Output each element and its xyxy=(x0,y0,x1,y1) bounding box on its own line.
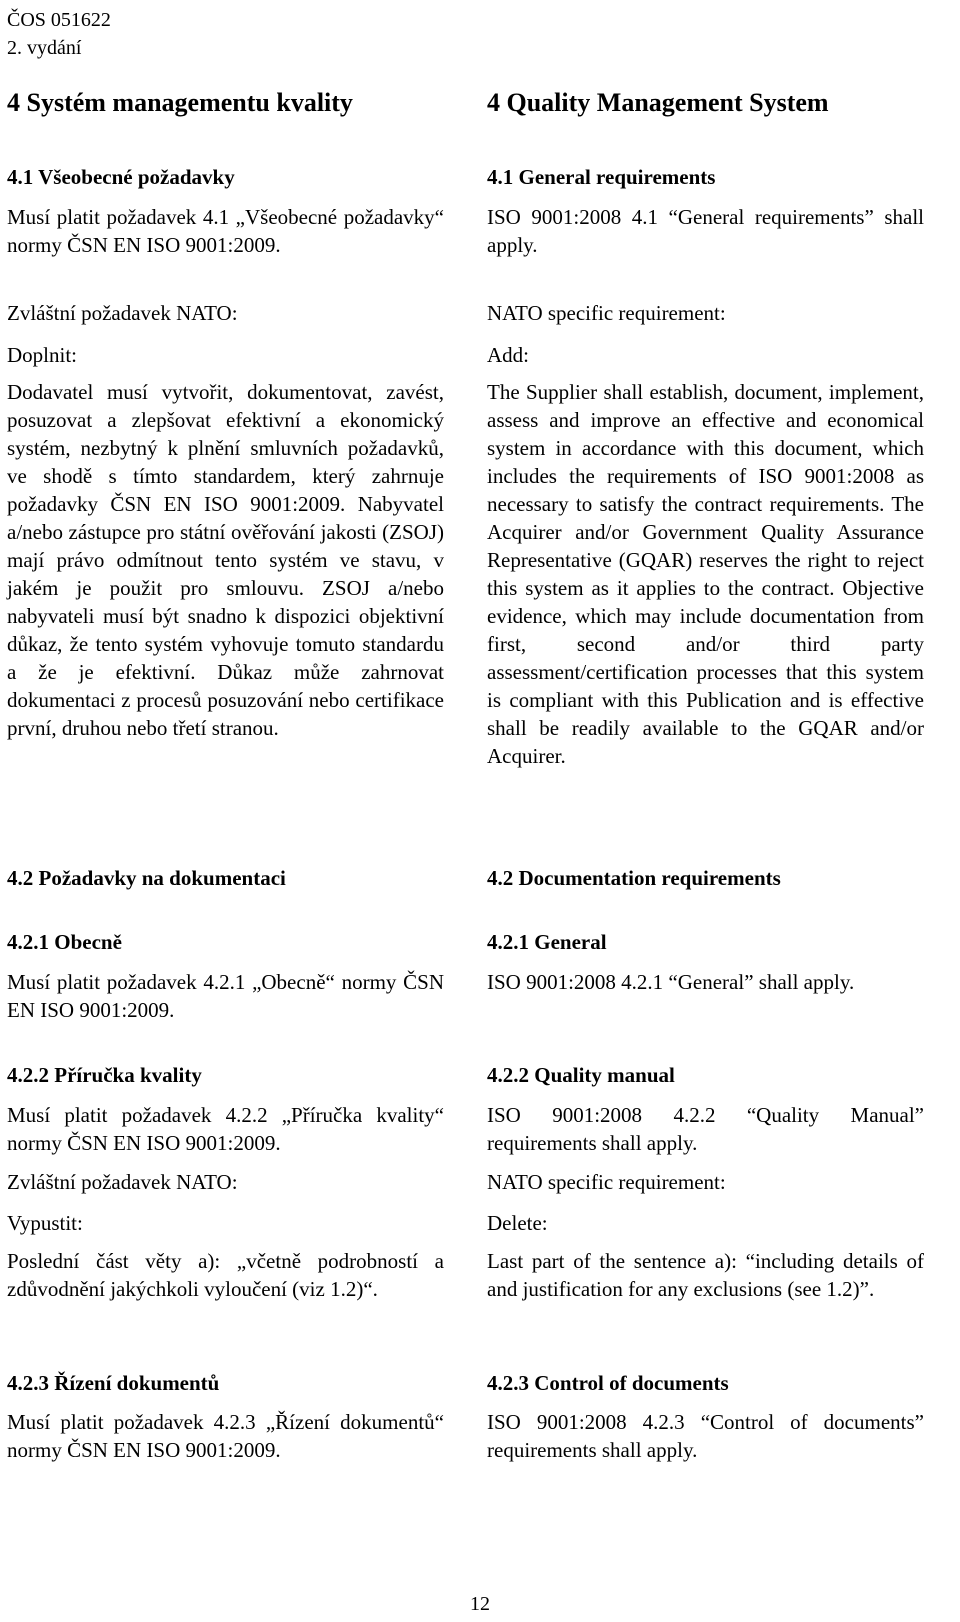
section-4-2-1-title-cz: 4.2.1 Obecně xyxy=(7,930,122,954)
standard-id: ČOS 051622 xyxy=(7,9,111,31)
chapter-title-en: 4 Quality Management System xyxy=(487,88,829,117)
nato-requirement-label-cz: Zvláštní požadavek NATO: xyxy=(7,301,238,325)
section-4-2-title-en: 4.2 Documentation requirements xyxy=(487,866,781,890)
add-label-en: Add: xyxy=(487,343,529,367)
add-label-cz: Doplnit: xyxy=(7,343,78,367)
section-4-1-text-cz: Musí platit požadavek 4.1 „Všeobecné požadavky“ normy ČSN EN ISO 9001:2009. xyxy=(7,205,444,257)
section-4-1-nato-text-en: The Supplier shall establish, document, implement, assess and improve an effective and economical system in accordance with this document, which includes the requirements of ISO 9001:2008 as necessary to satisfy the contract requirements. The Acquirer and/or Government Quality Assurance Representative (GQAR) reserves the right to reject this system as it applies to the contract. Objective evidence, which may include documentation from first, second and/or third party assessment/certification processes that this system is compliant with this Publication and is effective shall be readily available to the GQAR and/or Acquirer. xyxy=(487,380,924,768)
page-number: 12 xyxy=(470,1593,490,1615)
section-4-2-2-text-cz: Musí platit požadavek 4.2.2 „Příručka kvality“ normy ČSN EN ISO 9001:2009. xyxy=(7,1103,444,1155)
section-4-2-3-text-cz: Musí platit požadavek 4.2.3 „Řízení dokumentů“ normy ČSN EN ISO 9001:2009. xyxy=(7,1410,444,1462)
section-4-2-2-title-en: 4.2.2 Quality manual xyxy=(487,1063,675,1087)
delete-label-en: Delete: xyxy=(487,1211,548,1235)
section-4-2-2-nato-text-en: Last part of the sentence a): “including details of and justification for any exclusions (see 1.2)”. xyxy=(487,1249,924,1301)
section-4-2-3-title-en: 4.2.3 Control of documents xyxy=(487,1371,729,1395)
section-4-1-title-cz: 4.1 Všeobecné požadavky xyxy=(7,165,235,189)
section-4-2-2-nato-text-cz: Poslední část věty a): „včetně podrobností a zdůvodnění jakýchkoli vyloučení (viz 1.2)“. xyxy=(7,1249,444,1301)
section-4-2-1-title-en: 4.2.1 General xyxy=(487,930,607,954)
section-4-1-text-en: ISO 9001:2008 4.1 “General requirements” shall apply. xyxy=(487,205,924,257)
nato-requirement-label-en: NATO specific requirement: xyxy=(487,301,726,325)
section-4-2-1-text-en: ISO 9001:2008 4.2.1 “General” shall apply. xyxy=(487,970,855,994)
section-4-2-3-title-cz: 4.2.3 Řízení dokumentů xyxy=(7,1371,220,1395)
chapter-title-cz: 4 Systém managementu kvality xyxy=(7,88,353,117)
document-header xyxy=(7,6,111,62)
section-4-2-1-text-cz: Musí platit požadavek 4.2.1 „Obecně“ normy ČSN EN ISO 9001:2009. xyxy=(7,970,444,1022)
section-4-1-nato-text-cz: Dodavatel musí vytvořit, dokumentovat, zavést, posuzovat a zlepšovat efektivní a ekonomický systém, nezbytný k plnění smluvních požadavků, ve shodě s tímto standardem, který zahrnuje požadavky ČSN EN ISO 9001:2009. Nabyvatel a/nebo zástupce pro státní ověřování jakosti (ZSOJ) mají právo odmítnout tento systém ve stavu, v jakém je použit pro smlouvu. ZSOJ a/nebo nabyvateli musí být snadno k dispozici objektivní důkaz, že tento systém vyhovuje tomuto standardu a že je efektivní. Důkaz může zahrnovat dokumentaci z procesů posuzování nebo certifikace první, druhou nebo třetí stranou. xyxy=(7,380,444,740)
nato-requirement-label-2-en: NATO specific requirement: xyxy=(487,1170,726,1194)
delete-label-cz: Vypustit: xyxy=(7,1211,83,1235)
section-4-2-2-text-en: ISO 9001:2008 4.2.2 “Quality Manual” requirements shall apply. xyxy=(487,1103,924,1155)
section-4-2-title-cz: 4.2 Požadavky na dokumentaci xyxy=(7,866,286,890)
section-4-2-3-text-en: ISO 9001:2008 4.2.3 “Control of documents” requirements shall apply. xyxy=(487,1410,924,1462)
edition: 2. vydání xyxy=(7,37,82,59)
section-4-1-title-en: 4.1 General requirements xyxy=(487,165,716,189)
nato-requirement-label-2-cz: Zvláštní požadavek NATO: xyxy=(7,1170,238,1194)
section-4-2-2-title-cz: 4.2.2 Příručka kvality xyxy=(7,1063,202,1087)
